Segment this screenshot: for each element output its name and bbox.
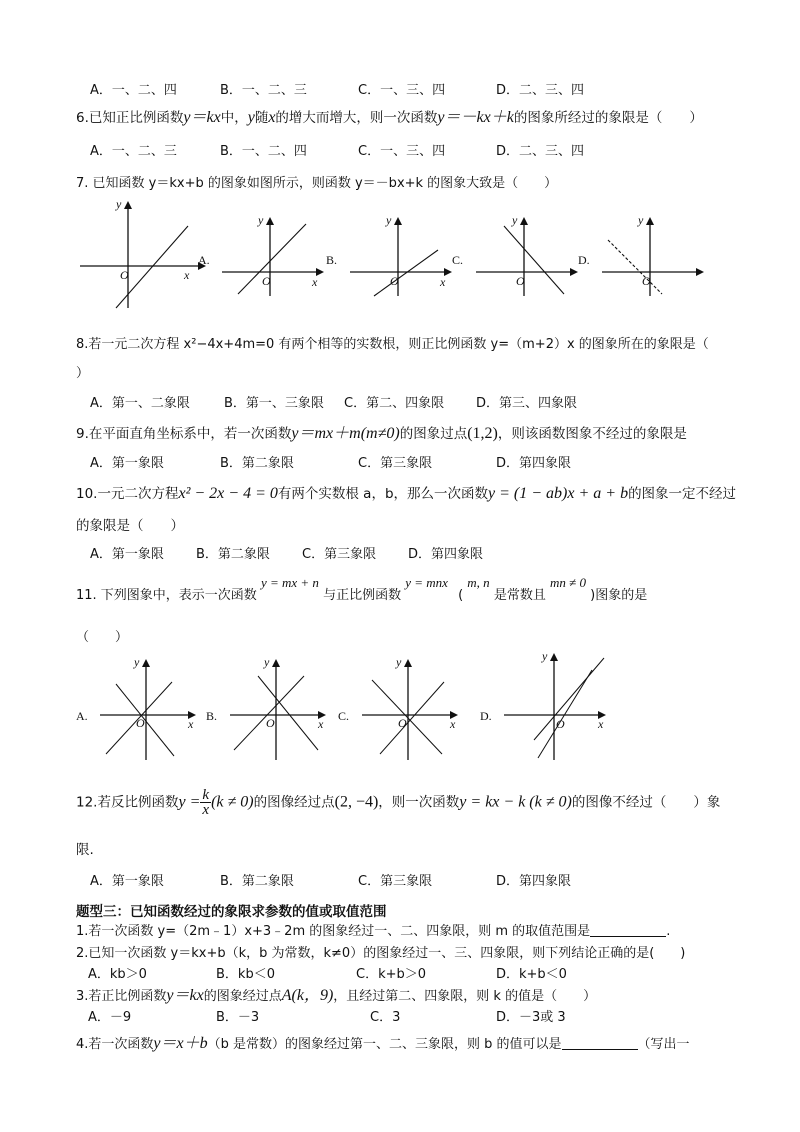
- graph-label: C.: [338, 709, 350, 723]
- s3-q1-text: 1.若一次函数 y=（2m﹣1）x+3﹣2m 的图象经过一、二、四象限，则 m 的取值范围是: [76, 924, 591, 939]
- s3-q4-text: （写出一: [637, 1037, 690, 1052]
- q12-text: ，则一次函数: [378, 794, 460, 811]
- q12-fraction: [200, 788, 211, 817]
- option-c: C．一、三、四: [358, 83, 446, 98]
- graph-label: A.: [198, 253, 210, 267]
- origin-label: O: [266, 716, 275, 730]
- question-12: [76, 788, 720, 817]
- q9-math: (1,2): [467, 425, 498, 442]
- origin-label: O: [556, 717, 565, 731]
- option-c: C．第三象限: [358, 874, 433, 889]
- option-d: D．k+b＜0: [496, 967, 567, 982]
- y-axis-label: y: [512, 213, 518, 227]
- option-c: C．一、三、四: [358, 144, 446, 159]
- question-12-cont: 限.: [76, 842, 94, 858]
- q11-text: (: [458, 588, 464, 603]
- s3-q3-text: ，且经过第二、四象限，则 k 的值是（ ）: [333, 989, 597, 1004]
- q12-text: 12.若反比例函数: [76, 794, 179, 811]
- q11-math: m, n: [467, 575, 490, 590]
- option-b: B．第二象限: [220, 456, 294, 471]
- q9-text: 的图象过点: [399, 426, 468, 442]
- graph-label: D.: [480, 709, 492, 723]
- s3-q3-text: 的图象经过点: [203, 989, 282, 1004]
- q10-text: 10.一元二次方程: [76, 486, 179, 502]
- fraction-denominator: x: [202, 802, 210, 818]
- q6-math: y＝kx: [183, 109, 221, 126]
- q12-text: 的图像不经过（ ）象: [571, 794, 721, 811]
- question-8: 8.若一元二次方程 x²−4x+4m=0 有两个相等的实数根，则正比例函数 y=（m+2）x 的图象所在的象限是（: [76, 337, 709, 352]
- option-c: C．第三象限: [302, 547, 377, 562]
- section-heading: 题型三：已知函数经过的象限求参数的值或取值范围: [76, 904, 387, 920]
- option-d: D．第四象限: [496, 874, 572, 889]
- q7-graph-b: [326, 212, 456, 297]
- q11-math: mn ≠ 0: [549, 575, 587, 590]
- q6-math: y: [247, 109, 255, 126]
- s3-question-1: [76, 920, 670, 939]
- s3-q1-text: .: [666, 924, 671, 939]
- s3-q4-text: 4.若一次函数: [76, 1037, 154, 1052]
- answer-blank: [562, 1037, 638, 1050]
- q11-text: )图象的是: [590, 588, 648, 603]
- y-axis-label: y: [386, 213, 392, 227]
- answer-blank: [590, 924, 666, 937]
- q6-math: x: [268, 109, 276, 126]
- x-axis-label: x: [188, 717, 194, 731]
- q9-text: 9.在平面直角坐标系中，若一次函数: [76, 426, 292, 442]
- x-axis-label: x: [184, 268, 190, 282]
- option-b: B．一、二、三: [220, 83, 307, 98]
- option-a: A．第一象限: [90, 547, 164, 562]
- q7-graph-c: [452, 212, 582, 297]
- option-b: B．第二象限: [220, 874, 294, 889]
- q11-text: 与正比例函数: [323, 588, 402, 603]
- y-axis-label: y: [264, 655, 270, 669]
- q12-math: y =: [178, 793, 201, 811]
- question-10: [76, 482, 736, 503]
- q10-math: x² − 2x − 4 = 0: [178, 485, 278, 502]
- option-a: A．第一象限: [90, 456, 164, 471]
- y-axis-label: y: [258, 213, 264, 227]
- q9-math: (m≠0): [360, 425, 400, 442]
- x-axis-label: x: [440, 275, 446, 289]
- option-d: D．二、三、四: [496, 83, 585, 98]
- option-b: B．第二象限: [196, 547, 270, 562]
- option-b: B．kb＜0: [216, 967, 275, 982]
- origin-label: O: [516, 274, 525, 288]
- origin-label: O: [390, 274, 399, 288]
- fraction-numerator: k: [202, 787, 210, 803]
- x-axis-label: x: [598, 717, 604, 731]
- q11-math: y = mx + n: [260, 575, 319, 590]
- q11-math: y = mnx: [405, 575, 448, 590]
- q6-text: 中，: [220, 110, 248, 126]
- x-axis-label: x: [318, 717, 324, 731]
- origin-label: O: [398, 716, 407, 730]
- q6-text: 的增大而增大，则一次函数: [275, 110, 438, 126]
- q6-text: 6.已知正比例函数: [76, 110, 184, 126]
- q11-graph-c: [338, 654, 463, 764]
- s3-q4-text: （b 是常数）的图象经过第一、二、三象限，则 b 的值可以是: [207, 1037, 562, 1052]
- q10-text: 有两个实数根 a，b，那么一次函数: [277, 486, 489, 502]
- x-axis-label: x: [312, 275, 318, 289]
- option-d: D．第四象限: [408, 547, 484, 562]
- q11-text: 11. 下列图象中，表示一次函数: [76, 588, 257, 603]
- option-b: B．一、二、四: [220, 144, 307, 159]
- origin-label: O: [642, 274, 651, 288]
- option-a: A．一、二、三: [90, 144, 177, 159]
- s3-question-2: 2.已知一次函数 y＝kx+b（k，b 为常数，k≠0）的图象经过一、三、四象限，则下列结论正确的是( ): [76, 946, 686, 961]
- option-a: A．kb＞0: [88, 967, 147, 982]
- q11-graph-b: [206, 654, 331, 764]
- q9-math: y＝mx＋m: [291, 425, 361, 442]
- q9-text: ，则该函数图象不经过的象限是: [497, 426, 687, 442]
- q11-text: 是常数且: [493, 588, 546, 603]
- option-d: D．第三、四象限: [476, 396, 578, 411]
- s3-q4-math: y＝x＋b: [153, 1035, 208, 1052]
- graph-label: B.: [206, 709, 218, 723]
- q12-text: 的图像经过点: [253, 794, 335, 811]
- option-a: A．一、二、四: [90, 83, 177, 98]
- question-11-cont: （ ）: [76, 630, 129, 645]
- q7-given-graph: [78, 196, 208, 311]
- option-c: C．第三象限: [358, 456, 433, 471]
- q7-graph-d: [578, 212, 708, 297]
- option-c: C．第二、四象限: [344, 396, 445, 411]
- s3-q3-text: 3.若正比例函数: [76, 989, 167, 1004]
- question-8-cont: ）: [76, 366, 90, 381]
- q6-math: y＝－kx＋k: [437, 109, 514, 126]
- y-axis-label: y: [134, 655, 140, 669]
- question-7: 7. 已知函数 y＝kx+b 的图象如图所示，则函数 y＝－bx+k 的图象大致是（ ）: [76, 176, 558, 191]
- option-b: B．第一、三象限: [224, 396, 324, 411]
- q6-text: 的图象所经过的象限是（ ）: [513, 110, 703, 126]
- graph-label: B.: [326, 253, 338, 267]
- origin-label: O: [120, 268, 129, 282]
- q11-graph-a: [76, 654, 201, 764]
- s3-question-3: [76, 982, 596, 1005]
- question-10-cont: 的象限是（ ）: [76, 518, 184, 534]
- option-a: A．第一、二象限: [90, 396, 190, 411]
- origin-label: O: [136, 716, 145, 730]
- q11-graph-d: [480, 648, 610, 764]
- y-axis-label: y: [396, 655, 402, 669]
- x-axis-label: x: [450, 717, 456, 731]
- y-axis-label: y: [116, 197, 122, 211]
- q10-math: y = (1 − ab)x + a + b: [488, 485, 629, 502]
- question-9: [76, 420, 687, 443]
- option-c: C．k+b＞0: [356, 967, 427, 982]
- graph-label: D.: [578, 253, 590, 267]
- q6-text: 随: [254, 110, 269, 126]
- graph-label: C.: [452, 253, 464, 267]
- q12-math: (k ≠ 0): [211, 793, 254, 811]
- q7-graph-a: [198, 212, 328, 297]
- origin-label: O: [262, 274, 271, 288]
- s3-q3-math: A(k，9): [281, 987, 334, 1004]
- s3-question-4: [76, 1030, 690, 1053]
- option-c: C．3: [370, 1010, 401, 1025]
- option-a: A．－9: [88, 1010, 132, 1025]
- question-11: [76, 575, 648, 603]
- graph-label: A.: [76, 709, 88, 723]
- option-b: B．－3: [216, 1010, 260, 1025]
- y-axis-label: y: [638, 213, 644, 227]
- s3-q3-math: y＝kx: [166, 987, 204, 1004]
- question-6: [76, 104, 703, 127]
- option-d: D．二、三、四: [496, 144, 585, 159]
- q10-text: 的图象一定不经过: [628, 486, 737, 502]
- option-d: D．第四象限: [496, 456, 572, 471]
- q12-math: y = kx − k (k ≠ 0): [459, 793, 572, 811]
- option-d: D．－3或 3: [496, 1010, 566, 1025]
- option-a: A．第一象限: [90, 874, 164, 889]
- y-axis-label: y: [542, 649, 548, 663]
- q12-math: (2, −4): [334, 793, 379, 811]
